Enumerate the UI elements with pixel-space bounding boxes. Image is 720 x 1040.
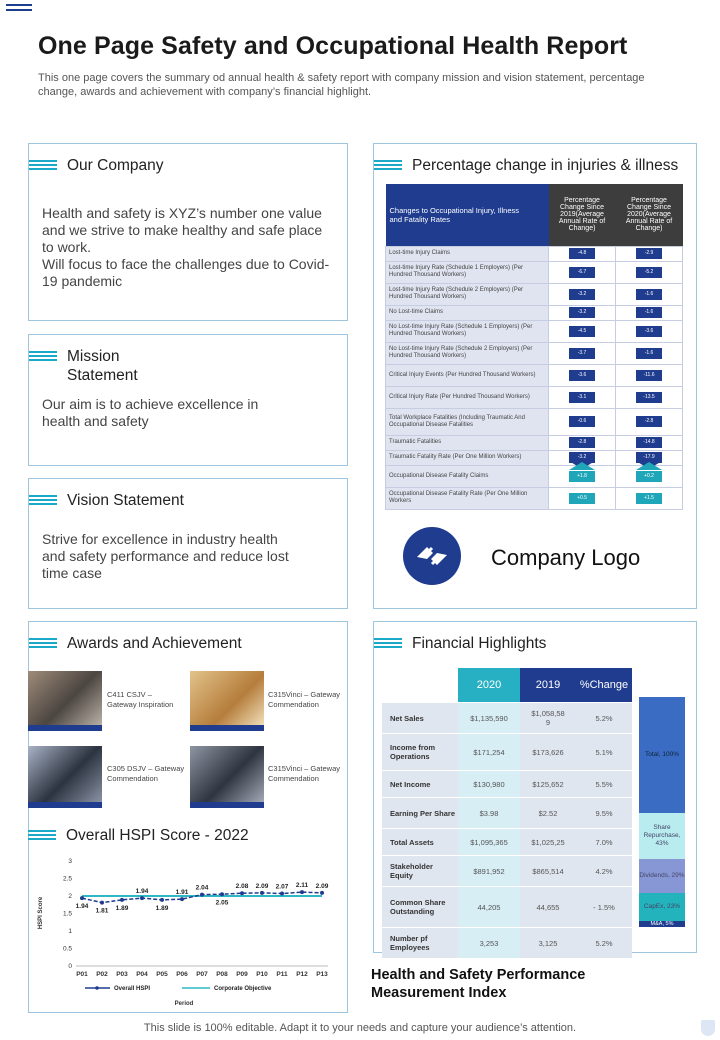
injuries-label: Traumatic Fatalities	[386, 435, 549, 450]
injuries-row	[386, 435, 683, 450]
company-text: Health and safety is XYZ’s number one value and we strive to make healthy and safe place to work. Will focus to face the challenges due to Covid-19 pandemic	[42, 205, 330, 289]
injuries-row	[386, 487, 683, 509]
y-tick-label: 1	[68, 928, 72, 935]
vision-text: Strive for excellence in industry health and safety performance and reduce lost time case	[42, 531, 289, 581]
x-tick-label: P02	[96, 971, 108, 978]
finance-header: 2020	[458, 668, 520, 702]
data-point	[280, 892, 284, 896]
finance-value: 44,205	[458, 887, 520, 927]
section-lines-icon	[29, 160, 57, 172]
award-caption: C411 CSJV – Gateway Inspiration	[107, 690, 174, 709]
x-tick-label: P11	[276, 971, 288, 978]
y-tick-label: 0.5	[62, 945, 72, 953]
finance-value: 4.2%	[576, 856, 632, 886]
finance-value: 44,655	[520, 887, 576, 927]
data-label: 2.09	[315, 882, 329, 890]
finance-value: $1,095,365	[458, 829, 520, 855]
injuries-value: -3.2	[569, 452, 595, 463]
x-tick-label: P04	[136, 971, 148, 978]
data-label: 2.09	[255, 882, 269, 890]
mission-text: Our aim is to achieve excellence in health and safety	[42, 396, 259, 429]
injuries-value: +0.2	[636, 471, 662, 482]
data-label: 1.91	[175, 889, 189, 897]
finance-value: $1,058,58 9	[520, 703, 576, 733]
legend-label: Corporate Objective	[214, 986, 272, 992]
finance-row	[382, 856, 632, 886]
injuries-row	[386, 283, 683, 305]
data-point	[300, 890, 304, 894]
company-title: Our Company	[67, 157, 164, 174]
data-label: 2.08	[235, 883, 249, 891]
y-tick-label: 3	[68, 858, 72, 865]
section-lines-icon	[374, 160, 402, 172]
injuries-label: Lost-time Injury Rate (Schedule 2 Employers) (Per Hundred Thousand Workers)	[386, 283, 549, 305]
finance-bar: M&A, 5%	[639, 921, 685, 927]
injuries-row	[386, 408, 683, 435]
finance-value: 9.5%	[576, 798, 632, 828]
company-logo-icon	[403, 527, 461, 585]
finance-value: 5.2%	[576, 703, 632, 733]
legend-label: Overall HSPI	[114, 986, 151, 992]
data-label: 2.05	[215, 899, 229, 907]
data-point	[220, 892, 224, 896]
finance-label: Stakeholder Equity	[382, 856, 458, 886]
finance-value: 5.5%	[576, 771, 632, 797]
x-tick-label: P08	[216, 971, 228, 978]
award-photo	[28, 746, 102, 808]
finance-value: $1,025,25	[520, 829, 576, 855]
data-label: 2.04	[195, 884, 209, 892]
x-tick-label: P06	[176, 971, 188, 978]
injuries-value: +1.8	[569, 471, 595, 482]
data-point	[140, 896, 144, 900]
finance-value: $173,626	[520, 734, 576, 770]
data-point	[100, 901, 104, 905]
finance-row	[382, 771, 632, 797]
injuries-value: -2.8	[636, 416, 662, 427]
injuries-label: Lost-time Injury Claims	[386, 246, 549, 261]
injuries-label: No Lost-time Injury Rate (Schedule 2 Employers) (Per Hundred Thousand Workers)	[386, 342, 549, 364]
y-tick-label: 1.5	[62, 910, 72, 918]
injuries-row	[386, 342, 683, 364]
finance-label: Number pf Employees	[382, 928, 458, 958]
section-lines-icon	[29, 351, 57, 363]
data-point	[80, 896, 84, 900]
finance-value: 3,253	[458, 928, 520, 958]
injuries-value: -14.8	[636, 437, 662, 448]
finance-value: $130,980	[458, 771, 520, 797]
x-tick-label: P13	[316, 971, 328, 978]
company-panel	[28, 143, 348, 321]
finance-title: Financial Highlights	[412, 635, 547, 652]
legend-marker	[95, 986, 99, 990]
data-point	[320, 891, 324, 895]
data-label: 1.81	[95, 907, 109, 915]
x-tick-label: P09	[236, 971, 248, 978]
mission-title: Mission Statement	[67, 348, 138, 384]
finance-row	[382, 798, 632, 828]
vision-panel	[28, 478, 348, 609]
injuries-row	[386, 246, 683, 261]
finance-label: Total Assets	[382, 829, 458, 855]
injuries-value: -17.9	[636, 452, 662, 463]
award-caption: C315Vinci – Gateway Commendation	[268, 764, 340, 783]
section-lines-icon	[28, 830, 56, 842]
page-title: One Page Safety and Occupational Health Report	[38, 32, 628, 60]
injuries-label: Critical Injury Rate (Per Hundred Thousand Workers)	[386, 386, 549, 408]
x-tick-label: P10	[256, 971, 268, 978]
injuries-value: -3.2	[569, 307, 595, 318]
injuries-value: -1.6	[636, 289, 662, 300]
injuries-row	[386, 305, 683, 320]
injuries-label: Lost-time Injury Rate (Schedule 1 Employers) (Per Hundred Thousand Workers)	[386, 261, 549, 283]
injuries-label: Total Workplace Fatalities (Including Traumatic And Occupational Disease Fatalities	[386, 408, 549, 435]
injuries-value: -4.5	[569, 326, 595, 337]
arrow-up-icon	[636, 462, 662, 470]
y-axis-label: HSPI Score	[38, 896, 44, 930]
data-label: 1.89	[115, 904, 129, 912]
finance-header: %Change	[576, 668, 632, 702]
data-label: 2.07	[275, 883, 289, 891]
x-tick-label: P05	[156, 971, 168, 978]
shield-icon	[701, 1020, 715, 1036]
page-subtitle: This one page covers the summary od annual health & safety report with company mission and vision statement, percentage change, awards and achievement with company’s financial highlight.	[38, 72, 645, 98]
finance-bar: Dividends, 29%	[639, 859, 685, 893]
arrow-up-icon	[569, 462, 595, 470]
data-point	[240, 891, 244, 895]
finance-bars	[639, 697, 685, 927]
x-axis-label: Period	[174, 1001, 194, 1007]
injuries-value: -3.1	[569, 392, 595, 403]
injuries-value: -13.5	[636, 392, 662, 403]
awards-title: Awards and Achievement	[67, 635, 242, 652]
finance-row	[382, 928, 632, 958]
injuries-value: -3.6	[636, 326, 662, 337]
injuries-table	[385, 184, 683, 510]
finance-label: Income from Operations	[382, 734, 458, 770]
x-tick-label: P03	[116, 971, 128, 978]
injuries-row	[386, 386, 683, 408]
y-tick-label: 2.5	[62, 875, 72, 883]
menu-icon[interactable]	[6, 4, 32, 16]
hspi-chart	[30, 853, 346, 1011]
hspi-title: Overall HSPI Score - 2022	[66, 827, 249, 844]
injuries-value: -1.6	[636, 307, 662, 318]
injuries-row	[386, 261, 683, 283]
injuries-label: Critical Injury Events (Per Hundred Thousand Workers)	[386, 364, 549, 386]
finance-bar: Total, 100%	[639, 697, 685, 813]
x-tick-label: P01	[76, 971, 88, 978]
data-point	[200, 893, 204, 897]
injuries-row	[386, 320, 683, 342]
finance-row	[382, 887, 632, 927]
footer-text: This slide is 100% editable. Adapt it to your needs and capture your audience’s attention.	[143, 1022, 577, 1034]
injuries-header: Percentage Change Since 2020(Average Annual Rate of Change)	[616, 184, 683, 246]
injuries-header: Changes to Occupational Injury, Illness and Fatality Rates	[386, 184, 549, 246]
finance-value: $125,652	[520, 771, 576, 797]
x-tick-label: P12	[296, 971, 308, 978]
data-label: 1.94	[135, 888, 149, 896]
vision-title: Vision Statement	[67, 492, 184, 509]
finance-value: $891,952	[458, 856, 520, 886]
finance-value: $865,514	[520, 856, 576, 886]
award-caption: C305 DSJV – Gateway Commendation	[107, 764, 185, 783]
injuries-label: Occupational Disease Fatality Claims	[386, 465, 549, 487]
section-lines-icon	[29, 495, 57, 507]
injuries-value: -11.6	[636, 370, 662, 381]
injuries-value: -3.7	[569, 348, 595, 359]
data-point	[260, 891, 264, 895]
data-label: 2.11	[295, 882, 309, 890]
injuries-title: Percentage change in injuries & illness	[412, 157, 679, 174]
injuries-value: -3.6	[569, 370, 595, 381]
data-point	[120, 898, 124, 902]
finance-header: 2019	[520, 668, 576, 702]
company-logo-text: Company Logo	[491, 545, 641, 570]
finance-label: Net Sales	[382, 703, 458, 733]
data-label: 1.89	[155, 904, 169, 912]
data-label: 1.94	[75, 903, 89, 911]
finance-value: $2.52	[520, 798, 576, 828]
finance-row	[382, 829, 632, 855]
finance-value: 3,125	[520, 928, 576, 958]
award-photo	[28, 671, 102, 731]
injuries-value: +1.5	[636, 493, 662, 504]
injuries-label: Traumatic Fatality Rate (Per One Million Workers)	[386, 450, 549, 465]
injuries-label: No Lost-time Claims	[386, 305, 549, 320]
data-point	[180, 897, 184, 901]
finance-value: 5.2%	[576, 928, 632, 958]
finance-caption: Health and Safety Performance Measurement Index	[371, 967, 586, 1001]
y-tick-label: 0	[68, 963, 72, 970]
finance-row	[382, 734, 632, 770]
finance-bar: CapEx, 23%	[639, 893, 685, 921]
mission-panel	[28, 334, 348, 466]
injuries-value: -2.8	[569, 437, 595, 448]
finance-label: Earning Per Share	[382, 798, 458, 828]
section-lines-icon	[29, 638, 57, 650]
finance-label: Net Income	[382, 771, 458, 797]
injuries-row	[386, 364, 683, 386]
finance-row	[382, 703, 632, 733]
finance-table	[382, 667, 632, 959]
injuries-label: No Lost-time Injury Rate (Schedule 1 Employers) (Per Hundred Thousand Workers)	[386, 320, 549, 342]
finance-value: $3.98	[458, 798, 520, 828]
injuries-value: -0.6	[569, 416, 595, 427]
finance-value: $171,254	[458, 734, 520, 770]
award-caption: C315Vinci – Gateway Commendation	[268, 690, 340, 709]
finance-value: 7.0%	[576, 829, 632, 855]
injuries-value: -4.8	[569, 248, 595, 259]
finance-bar: Share Repurchase, 43%	[639, 813, 685, 859]
award-photo	[190, 746, 264, 808]
finance-value: - 1.5%	[576, 887, 632, 927]
injuries-row	[386, 465, 683, 487]
injuries-header: Percentage Change Since 2019(Average Annual Rate of Change)	[549, 184, 616, 246]
x-tick-label: P07	[196, 971, 208, 978]
injuries-value: -6.7	[569, 267, 595, 278]
y-tick-label: 2	[68, 893, 72, 900]
injuries-value: -1.6	[636, 348, 662, 359]
finance-value: $1,135,590	[458, 703, 520, 733]
section-lines-icon	[374, 638, 402, 650]
injuries-label: Occupational Disease Fatality Rate (Per One Million Workers	[386, 487, 549, 509]
award-photo	[190, 671, 264, 731]
finance-label: Common Share Outstanding	[382, 887, 458, 927]
injuries-value: -5.2	[636, 267, 662, 278]
finance-value: 5.1%	[576, 734, 632, 770]
data-point	[160, 898, 164, 902]
injuries-value: -3.2	[569, 289, 595, 300]
injuries-value: -2.9	[636, 248, 662, 259]
injuries-value: +0.5	[569, 493, 595, 504]
